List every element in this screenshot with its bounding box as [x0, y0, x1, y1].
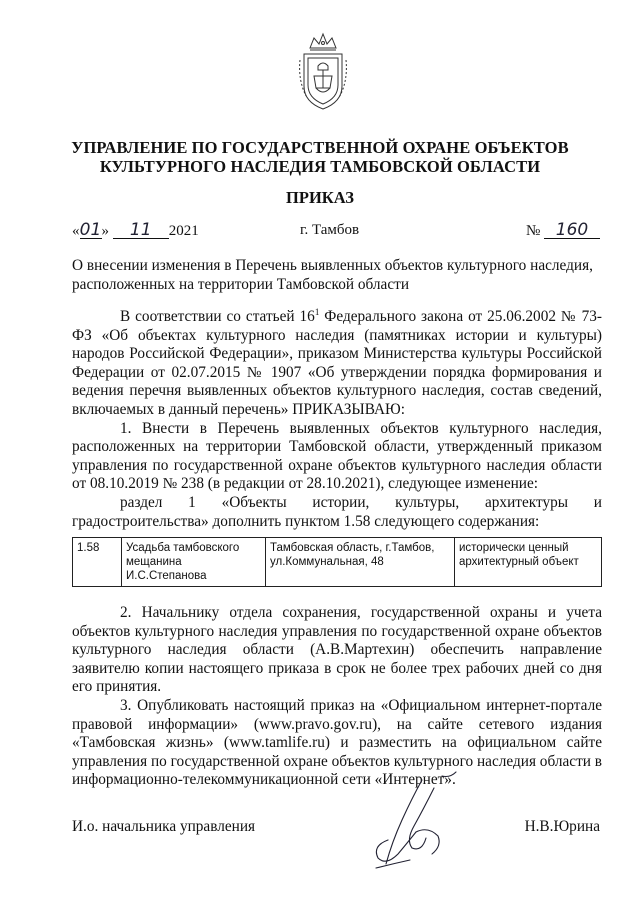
date-day: 01 — [79, 220, 102, 240]
cell-category — [455, 538, 602, 587]
document-date — [72, 222, 199, 240]
number-sign: № — [525, 223, 541, 239]
org-line-1: УПРАВЛЕНИЕ ПО ГОСУДАРСТВЕННОЙ ОХРАНЕ ОБЪЕКТОВ — [71, 138, 569, 157]
article-superscript: 1 — [314, 306, 320, 317]
object-name-line: Усадьба тамбовского — [126, 542, 240, 554]
paragraph-section-addition: раздел 1 «Объекты истории, культуры, архитектуры и градостроительства» дополнить пунктом 1.58 следующего содержания: — [72, 493, 602, 530]
document-number — [526, 222, 600, 240]
document-body — [72, 308, 602, 531]
signatory-name: Н.В.Юрина — [524, 818, 600, 835]
date-month: 11 — [113, 222, 169, 239]
paragraph-item-3: 3. Опубликовать настоящий приказ на «Официальном интернет-портале правовой информации» (www.pravo.gov.ru), на сайте сетевого издания «Тамбовская жизнь» (www.tamlife.ru) и разместить на официальном сайте управления по государственной охране объектов культурного наследия области в информационно-телекоммуникационной сети «Интернет». — [72, 696, 602, 789]
document-meta-row — [72, 222, 600, 244]
object-name-line: И.С.Степанова — [126, 570, 207, 582]
cell-number: 1.58 — [73, 538, 122, 587]
document-type: ПРИКАЗ — [286, 188, 354, 207]
category-line: исторически ценный — [459, 542, 569, 554]
signatory-position: И.о. начальника управления — [72, 818, 256, 835]
cell-address — [266, 538, 455, 587]
category-line: архитектурный объект — [459, 556, 579, 568]
date-quote-close: » — [101, 223, 109, 239]
tambov-coat-of-arms-icon — [296, 30, 350, 112]
address-line: Тамбовская область, г.Тамбов, — [270, 542, 435, 554]
handwritten-signature — [352, 768, 462, 878]
table-row — [73, 538, 602, 587]
document-city: г. Тамбов — [300, 222, 360, 238]
address-line: ул.Коммунальная, 48 — [270, 556, 384, 568]
objects-table — [72, 537, 602, 587]
date-year: 2021 — [168, 223, 199, 239]
document-subject: О внесении изменения в Перечень выявленных объектов культурного наследия, расположенных на территории Тамбовской области — [72, 257, 593, 293]
paragraph-item-2: 2. Начальнику отдела сохранения, государственной охраны и учета объектов культурного наследия управления по государственной охране объектов культурного наследия области (А.В.Мартехин) обеспечить направление заявителю копии настоящего приказа в срок не более трех рабочих дней со дня его принятия. — [72, 604, 602, 696]
number-value: 160 — [544, 222, 600, 239]
preamble-rest: Федерального закона от 25.06.2002 № 73-ФЗ «Об объектах культурного наследия (памятниках истории и культуры) народов Российской Федерации», приказом Министерства культуры Российской Федерации от 02.07.2015 № 1907 «Об утверждении порядка формирования и ведения перечня выявленных объектов культурного наследия, состав сведений, включаемых в данный перечень» ПРИКАЗЫВАЮ: — [72, 308, 602, 418]
paragraph-item-1: 1. Внести в Перечень выявленных объектов культурного наследия, расположенных на территории Тамбовской области, утвержденный приказом управления по государственной охране объектов культурного наследия области от 08.10.2019 № 238 (в редакции от 28.10.2021), следующее изменение: — [72, 419, 602, 493]
org-line-2: КУЛЬТУРНОГО НАСЛЕДИЯ ТАМБОВСКОЙ ОБЛАСТИ — [99, 157, 541, 176]
object-name-line: мещанина — [126, 556, 182, 568]
cell-object-name — [122, 538, 266, 587]
paragraph-preamble — [72, 308, 602, 420]
organization-name — [40, 138, 600, 176]
preamble-start: В соответствии со статьей 16 — [120, 308, 315, 325]
document-body-continued — [72, 604, 602, 790]
date-quote-open: « — [72, 223, 80, 239]
